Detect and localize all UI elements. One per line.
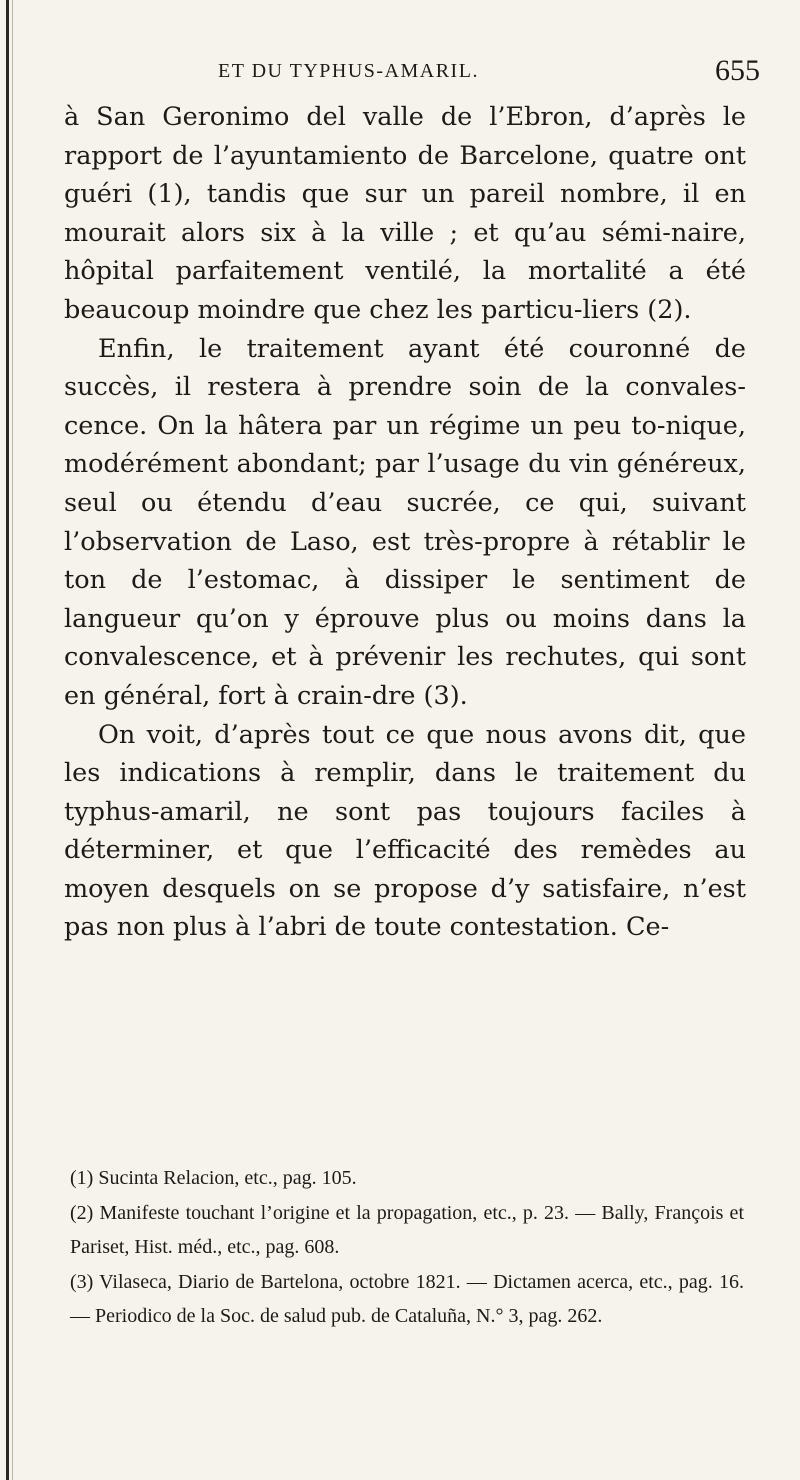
footnote-2: (2) Manifeste touchant l’origine et la propagation, etc., p. 23. — Bally, François et Pariset, Hist. méd., etc., pag. 608. (70, 1201, 744, 1258)
page-number: 655 (715, 54, 760, 87)
paragraph-3: On voit, d’après tout ce que nous avons dit, que les indications à remplir, dans le traitement du typhus-amaril, ne sont pas toujours faciles à déterminer, et que l’efficacité des remèdes au moyen desquels on se propose d’y satisfaire, n’est pas non plus à l’abri de toute contestation. Ce- (64, 719, 746, 943)
footnotes (64, 1161, 744, 1334)
body-text (64, 98, 746, 947)
paragraph-1: à San Geronimo del valle de l’Ebron, d’après le rapport de l’ayuntamiento de Barcelone, quatre ont guéri (1), tandis que sur un pareil nombre, il en mourait alors six à la ville ; et qu’au sémi-naire, hôpital parfaitement ventilé, la mortalité a été beaucoup moindre que chez les particu-liers (2). (64, 102, 746, 325)
page-edge-shadow (12, 0, 13, 1480)
paragraph-2: Enfin, le traitement ayant été couronné de succès, il restera à prendre soin de la convales-cence. On la hâtera par un régime un peu to-nique, modérément abondant; par l’usage du vin généreux, seul ou étendu d’eau sucrée, ce qui, suivant l’observation de Laso, est très-propre à rétablir le ton de l’estomac, à dissiper le sentiment de langueur qu’on y éprouve plus ou moins dans la convalescence, et à prévenir les rechutes, qui sont en général, fort à crain-dre (3). (64, 333, 746, 711)
footnote-1: (1) Sucinta Relacion, etc., pag. 105. (70, 1167, 357, 1189)
running-title: ET DU TYPHUS-AMARIL. (218, 60, 479, 82)
page-edge-rule (6, 0, 9, 1480)
page-header (170, 54, 760, 94)
footnote-3: (3) Vilaseca, Diario de Bartelona, octobre 1821. — Dictamen acerca, etc., pag. 16. — Periodico de la Soc. de salud pub. de Cataluña, N.° 3, pag. 262. (70, 1270, 744, 1327)
